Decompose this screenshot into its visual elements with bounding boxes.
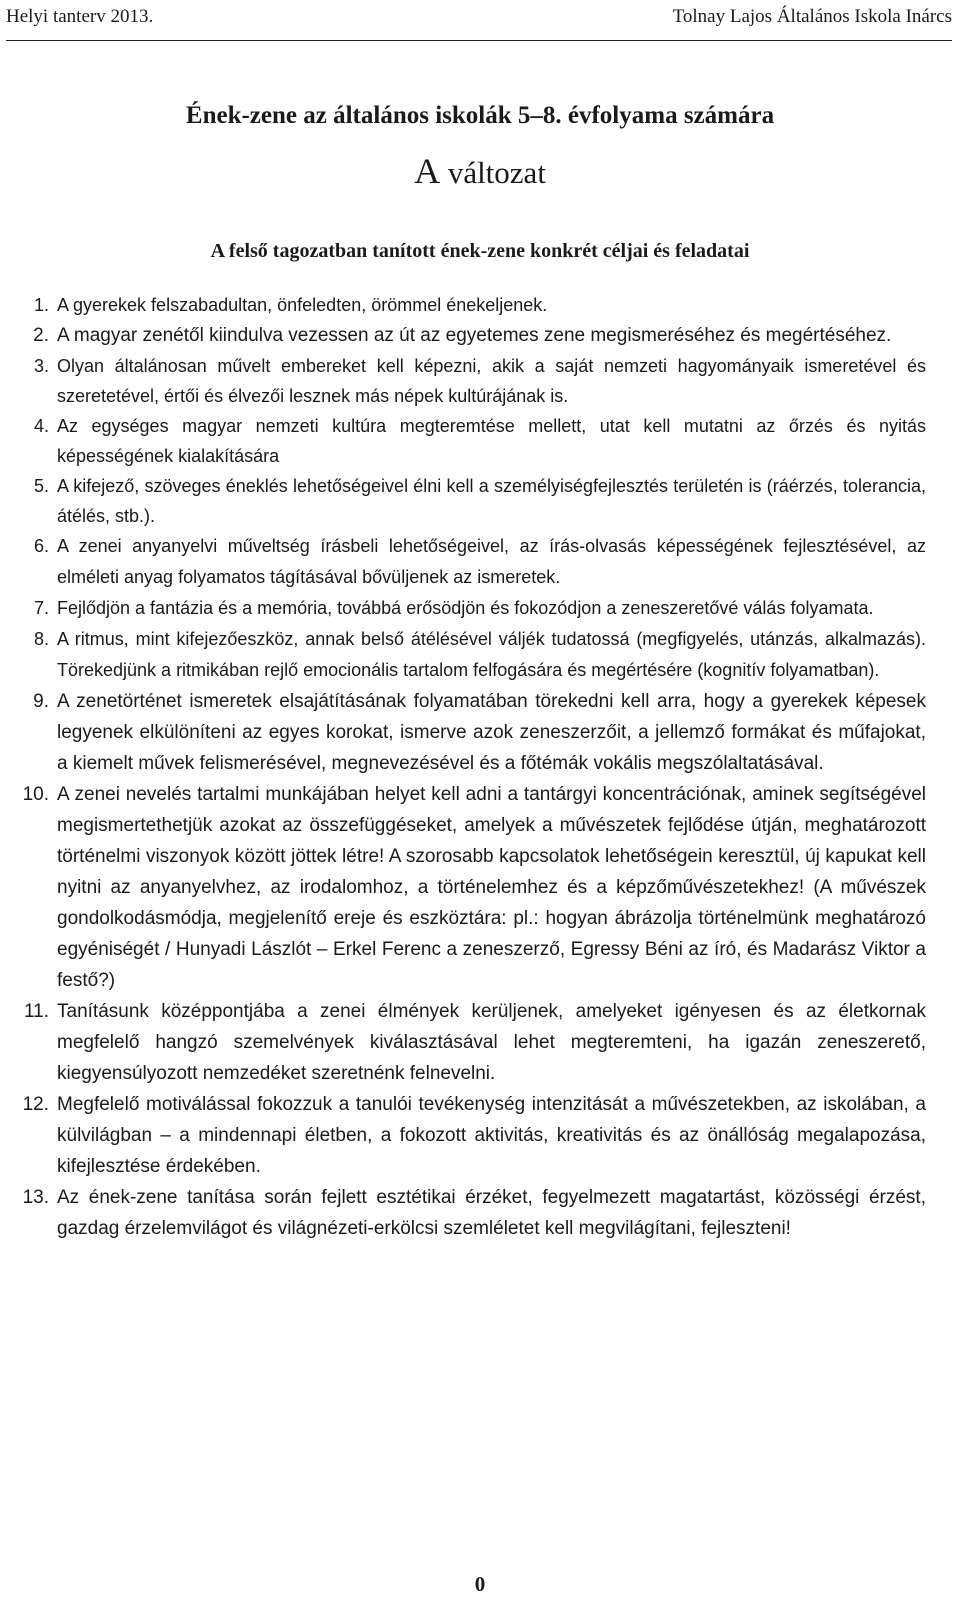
- variant-word: változat: [440, 155, 546, 190]
- goals-list: [10, 290, 926, 1244]
- list-item-text: A zenei nevelés tartalmi munkájában helyet kell adni a tantárgyi koncentrációnak, aminek segítségével megismertethetjük azokat az összefüggéseket, amelyek a művészetek fejlődése útján, meghatározott történelmi viszonyok között jöttek létre! A szorosabb kapcsolatok lehetőségein keresztül, új kapukat kell nyitni az anyanyelvhez, az irodalomhoz, a történelemhez és a képzőművészetekhez! (A művészek gondolkodásmódja, megjelenítő ereje és eszköztára: pl.: hogyan ábrázolja történelmünk meghatározó egyéniségét / Hunyadi Lászlót – Erkel Ferenc a zeneszerző, Egressy Béni az író, és Madarász Viktor a festő?): [57, 784, 926, 991]
- list-item: [10, 624, 926, 686]
- list-item-number: 13.: [22, 1187, 49, 1208]
- list-item: [10, 593, 926, 624]
- list-item: [10, 351, 926, 411]
- header-right-text: Tolnay Lajos Általános Iskola Inárcs: [672, 6, 952, 27]
- list-item-text: A ritmus, mint kifejezőeszköz, annak belső átélésével váljék tudatossá (megfigyelés, utánzás, alkalmazás). Törekedjünk a ritmikában rejlő emocionális tartalom felfogására és megértésére (kognitív folyamatban).: [57, 629, 926, 680]
- list-item: [10, 471, 926, 531]
- section-heading: A felső tagozatban tanított ének-zene konkrét céljai és feladatai: [210, 240, 750, 262]
- list-item-number: 6.: [33, 536, 49, 556]
- list-item-number: 4.: [33, 416, 49, 436]
- list-item-number: 3.: [33, 356, 49, 376]
- list-item: [10, 686, 926, 779]
- list-item-text: Tanításunk középpontjába a zenei élmények kerüljenek, amelyeket igényesen és az életkornak megfelelő hangzó szemelvények kiválasztásával lehet megteremteni, ha igazán zeneszerető, kiegyensúlyozott nemzedéket szeretnénk felnevelni.: [57, 1001, 926, 1084]
- page-number: 0: [474, 1572, 486, 1596]
- list-item: [10, 779, 926, 996]
- list-item-number: 12.: [22, 1094, 49, 1115]
- list-item-text: A zenei anyanyelvi műveltség írásbeli lehetőségeivel, az írás-olvasás képességének fejlesztésével, az elméleti anyag folyamatos tágításával bővüljenek az ismeretek.: [57, 536, 926, 587]
- list-item-text: Az ének-zene tanítása során fejlett esztétikai érzéket, fegyelmezett magatartást, közösségi érzést, gazdag érzelemvilágot és világnézeti-erkölcsi szemléletet kell megvilágítani, fejleszteni!: [57, 1187, 926, 1239]
- list-item-text: Olyan általánosan művelt embereket kell képezni, akik a saját nemzeti hagyományaik ismeretével és szeretetével, értői és élvezői lesznek más népek kultúrájának is.: [57, 356, 926, 406]
- list-item-number: 10.: [22, 784, 49, 805]
- list-item-number: 2.: [33, 325, 49, 346]
- list-item: [10, 1182, 926, 1244]
- list-item-text: A zenetörténet ismeretek elsajátításának folyamatában törekedni kell arra, hogy a gyerekek képesek legyenek elkülöníteni az egyes korokat, ismerve azok zeneszerzőit, a jellemző formákat és műfajokat, a kiemelt művek felismerésével, megnevezésével és a főtémák vokális megszólaltatásával.: [57, 691, 926, 774]
- variant-letter: A: [414, 151, 441, 191]
- list-item-text: A magyar zenétől kiindulva vezessen az út az egyetemes zene megismeréséhez és megértéséhez.: [57, 325, 892, 346]
- list-item-text: Fejlődjön a fantázia és a memória, továbbá erősödjön és fokozódjon a zeneszeretővé válás folyamata.: [57, 598, 874, 618]
- list-item-number: 7.: [33, 598, 49, 618]
- list-item-text: Megfelelő motiválással fokozzuk a tanulói tevékenység intenzitását a művészetekben, az iskolában, a külvilágban – a mindennapi életben, a fokozott aktivitás, kreativitás és az önállóság megalapozása, kifejlesztése érdekében.: [57, 1094, 926, 1177]
- list-item-text: A gyerekek felszabadultan, önfeledten, örömmel énekeljenek.: [57, 295, 548, 315]
- page-header: [6, 6, 952, 41]
- variant-subtitle: [0, 150, 960, 192]
- list-item-number: 1.: [33, 295, 49, 315]
- list-item-text: Az egységes magyar nemzeti kultúra megteremtése mellett, utat kell mutatni az őrzés és nyitás képességének kialakítására: [57, 416, 926, 466]
- list-item-number: 9.: [33, 691, 49, 712]
- list-item: [10, 1089, 926, 1182]
- list-item-number: 5.: [33, 476, 49, 496]
- list-item: [10, 411, 926, 471]
- list-item-text: A kifejező, szöveges éneklés lehetőségeivel élni kell a személyiségfejlesztés területén is (ráérzés, tolerancia, átélés, stb.).: [57, 476, 926, 526]
- list-item: [10, 996, 926, 1089]
- header-left-text: Helyi tanterv 2013.: [6, 6, 154, 27]
- list-item: [10, 531, 926, 593]
- list-item-number: 8.: [33, 629, 49, 649]
- document-title: Ének-zene az általános iskolák 5–8. évfolyama számára: [185, 102, 775, 129]
- list-item: [10, 320, 926, 351]
- list-item-number: 11.: [23, 1001, 49, 1022]
- list-item: [10, 290, 926, 320]
